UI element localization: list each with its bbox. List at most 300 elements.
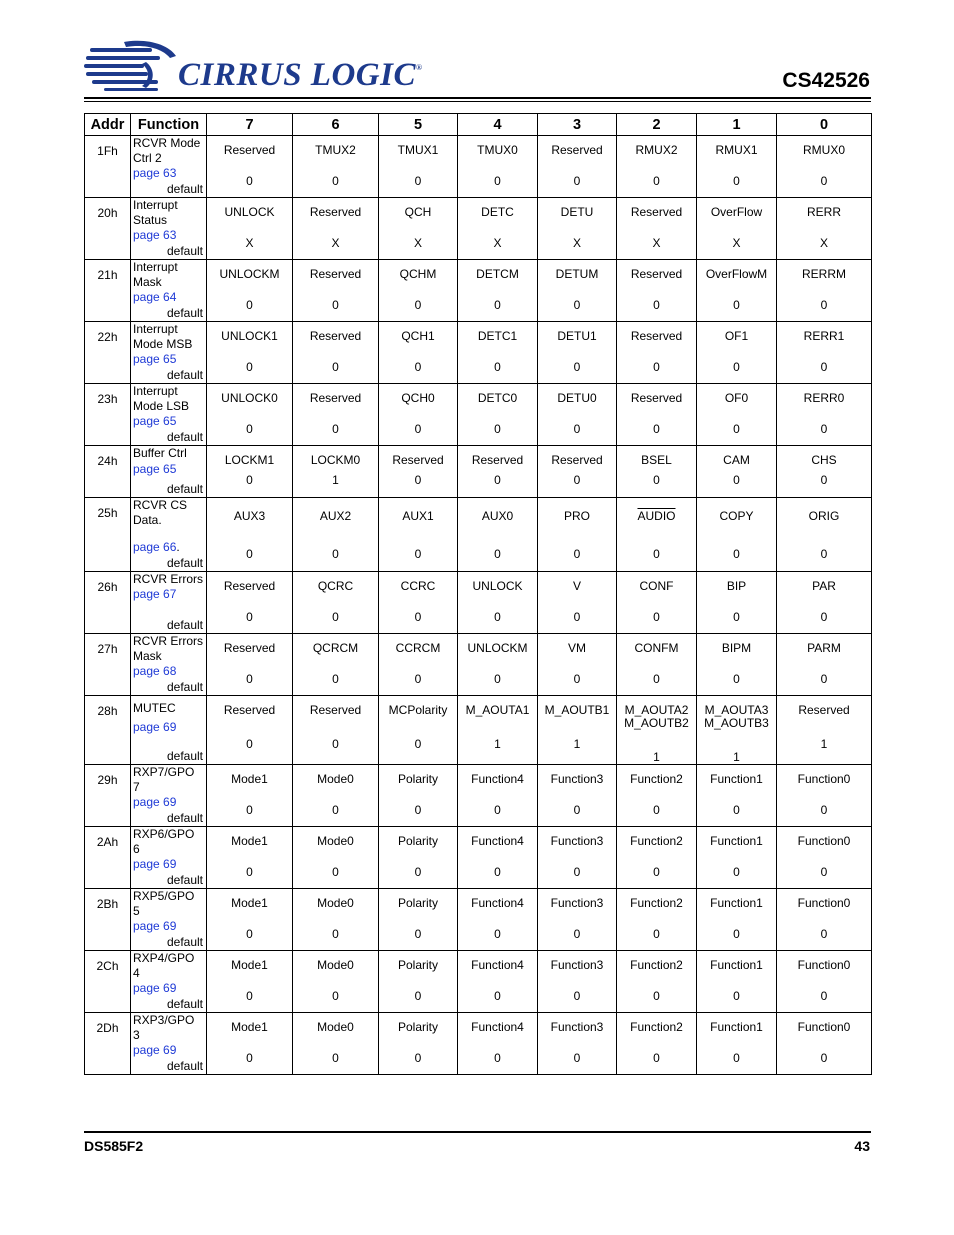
page-link[interactable] bbox=[131, 414, 206, 429]
bit-cell bbox=[617, 322, 697, 384]
bit-cell bbox=[458, 498, 538, 572]
page-link-text[interactable]: page 69 bbox=[133, 981, 177, 995]
register-address bbox=[85, 1013, 131, 1075]
bit-default-value: 0 bbox=[733, 1051, 740, 1065]
bit-name: Mode1 bbox=[231, 896, 268, 910]
bit-name: TMUX1 bbox=[397, 143, 439, 157]
bit-name: TMUX0 bbox=[477, 143, 518, 157]
bit-name: PARM bbox=[807, 641, 841, 655]
register-address bbox=[85, 827, 131, 889]
bit-name: Function1 bbox=[710, 772, 763, 786]
default-label: default bbox=[166, 482, 203, 496]
bit-cell bbox=[207, 136, 293, 198]
bit-cell bbox=[293, 198, 379, 260]
page-link[interactable] bbox=[131, 664, 206, 679]
page-link-text[interactable]: page 68 bbox=[133, 664, 177, 678]
bit-cell bbox=[458, 384, 538, 446]
bit-cell bbox=[697, 889, 777, 951]
bit-name: Function4 bbox=[471, 772, 524, 786]
bit-cell bbox=[379, 765, 458, 827]
bit-name: Function0 bbox=[797, 834, 851, 848]
bit-default-value: 1 bbox=[820, 737, 828, 751]
bit-cell bbox=[458, 765, 538, 827]
bit-name: UNLOCKM bbox=[467, 641, 528, 655]
register-row bbox=[85, 696, 872, 765]
bit-cell bbox=[617, 1013, 697, 1075]
bit-default-value: X bbox=[652, 236, 661, 250]
bit-cell bbox=[697, 765, 777, 827]
bit-cell bbox=[538, 322, 617, 384]
bit-cell bbox=[777, 1013, 872, 1075]
page-link-text[interactable]: page 65 bbox=[133, 462, 177, 476]
address-text: 25h bbox=[97, 506, 118, 520]
default-label: default bbox=[166, 306, 203, 320]
bit-default-value: 0 bbox=[653, 174, 660, 188]
page-link-text[interactable]: page 63 bbox=[133, 166, 177, 180]
page-link-text[interactable]: page 67 bbox=[133, 587, 177, 601]
bit-name: Mode1 bbox=[231, 1020, 268, 1034]
bit-default-value: 0 bbox=[494, 422, 501, 436]
register-function bbox=[131, 498, 207, 572]
bit-name: LOCKM1 bbox=[224, 453, 275, 467]
bit-cell bbox=[458, 198, 538, 260]
bit-cell bbox=[379, 634, 458, 696]
bit-name: DETU0 bbox=[557, 391, 597, 405]
register-function bbox=[131, 696, 207, 765]
page-link[interactable] bbox=[131, 720, 206, 735]
bit-default-value: 0 bbox=[332, 672, 339, 686]
bit-name: AUX3 bbox=[233, 509, 266, 523]
bit-cell bbox=[777, 889, 872, 951]
bit-default-value: 0 bbox=[494, 610, 501, 624]
page-link[interactable] bbox=[131, 857, 206, 872]
bit-name: Mode0 bbox=[317, 834, 354, 848]
bit-default-value: X bbox=[493, 236, 502, 250]
bit-default-value: 0 bbox=[733, 610, 740, 624]
bit-name: Polarity bbox=[397, 772, 438, 786]
bit-default-value: 0 bbox=[653, 547, 660, 561]
bit-name: Function3 bbox=[550, 1020, 604, 1034]
bit-cell bbox=[617, 260, 697, 322]
bit-cell bbox=[207, 572, 293, 634]
bit-default-value: 0 bbox=[653, 610, 660, 624]
header-rule bbox=[84, 97, 871, 99]
bit-default-value: 0 bbox=[820, 610, 828, 624]
address-text: 29h bbox=[97, 773, 118, 787]
page-link-text[interactable]: page 65 bbox=[133, 414, 177, 428]
bit-default-value: 0 bbox=[494, 865, 501, 879]
function-name: RCVR Mode Ctrl 2 bbox=[133, 136, 201, 165]
register-row bbox=[85, 889, 872, 951]
bit-name: AUDIO bbox=[637, 509, 676, 523]
function-name: Interrupt Mode MSB bbox=[133, 322, 193, 351]
bit-cell bbox=[379, 322, 458, 384]
bit-name: Function4 bbox=[471, 1020, 524, 1034]
bit-name: ORIG bbox=[808, 509, 840, 523]
bit-cell bbox=[538, 634, 617, 696]
bit-name: CHS bbox=[811, 453, 837, 467]
bit-default-value: 0 bbox=[820, 803, 828, 817]
bit-name: CONFM bbox=[634, 641, 679, 655]
bit-cell bbox=[538, 765, 617, 827]
bit-name: Function4 bbox=[471, 896, 524, 910]
address-text: 21h bbox=[97, 268, 118, 282]
bit-cell bbox=[617, 498, 697, 572]
page-link[interactable] bbox=[131, 795, 206, 810]
register-address bbox=[85, 384, 131, 446]
bit-default-value: 0 bbox=[733, 547, 740, 561]
bit-cell bbox=[697, 498, 777, 572]
bit-name: UNLOCK bbox=[224, 205, 275, 219]
default-label: default bbox=[166, 680, 203, 694]
bit-name: Function2 bbox=[630, 772, 683, 786]
bit-default-value: 0 bbox=[246, 360, 253, 374]
bit-cell bbox=[777, 572, 872, 634]
bit-cell bbox=[293, 634, 379, 696]
bit-name: Reserved bbox=[798, 703, 850, 717]
bit-cell bbox=[379, 136, 458, 198]
bit-default-value: 0 bbox=[573, 989, 581, 1003]
page-link-text[interactable]: page 69 bbox=[133, 919, 177, 933]
bit-default-value: 0 bbox=[246, 422, 253, 436]
bit-default-value: 0 bbox=[494, 473, 501, 487]
bit-cell bbox=[697, 322, 777, 384]
page-link-text[interactable]: page 65 bbox=[133, 352, 177, 366]
bit-cell bbox=[538, 696, 617, 765]
bit-cell bbox=[538, 384, 617, 446]
bit-name: OF1 bbox=[724, 329, 749, 343]
bit-default-value: 0 bbox=[494, 672, 501, 686]
bit-cell bbox=[458, 951, 538, 1013]
page-link[interactable] bbox=[131, 587, 206, 602]
bit-name: QCH1 bbox=[401, 329, 435, 343]
bit-default-value: 0 bbox=[246, 803, 253, 817]
function-name: Buffer Ctrl bbox=[133, 446, 187, 460]
bit-cell bbox=[379, 696, 458, 765]
bit-cell bbox=[458, 322, 538, 384]
bit-default-value: 0 bbox=[573, 610, 581, 624]
bit-default-value: 0 bbox=[332, 737, 339, 751]
bit-name: CCRCM bbox=[395, 641, 441, 655]
bit-default-value: 0 bbox=[820, 473, 828, 487]
bit-default-value: 0 bbox=[733, 473, 740, 487]
bit-name: QCRCM bbox=[312, 641, 359, 655]
default-label: default bbox=[166, 1059, 203, 1073]
bit-cell bbox=[379, 384, 458, 446]
bit-name: Function0 bbox=[797, 896, 851, 910]
part-number: CS42526 bbox=[782, 69, 870, 92]
page-link[interactable] bbox=[131, 919, 206, 934]
bit-cell bbox=[697, 446, 777, 498]
bit-cell bbox=[538, 498, 617, 572]
register-address bbox=[85, 765, 131, 827]
function-name: MUTEC bbox=[133, 701, 176, 715]
bit-name: COPY bbox=[719, 509, 754, 523]
bit-name: Reserved bbox=[471, 453, 524, 467]
bit-cell bbox=[617, 634, 697, 696]
page-link[interactable] bbox=[131, 228, 206, 243]
bit-name: Reserved bbox=[223, 703, 276, 717]
address-text: 22h bbox=[97, 330, 118, 344]
bit-cell bbox=[293, 260, 379, 322]
register-row bbox=[85, 572, 872, 634]
bit-default-value: 0 bbox=[332, 989, 339, 1003]
bit-cell bbox=[777, 446, 872, 498]
bit-default-value: 0 bbox=[653, 927, 660, 941]
bit-default-value: 0 bbox=[494, 927, 501, 941]
bit-name: Polarity bbox=[397, 834, 438, 848]
bit-default-value: 0 bbox=[494, 1051, 501, 1065]
bit-cell bbox=[538, 260, 617, 322]
bit-default-value: 0 bbox=[332, 174, 339, 188]
bit-name: CAM bbox=[723, 453, 750, 467]
bit-name: Reserved bbox=[223, 641, 276, 655]
bit-cell bbox=[293, 696, 379, 765]
bit-default-value: 0 bbox=[494, 360, 501, 374]
bit-cell bbox=[777, 498, 872, 572]
bit-default-value: 0 bbox=[414, 989, 422, 1003]
bit-default-value: 0 bbox=[573, 360, 581, 374]
bit-default-value: 0 bbox=[332, 422, 339, 436]
bit-cell bbox=[207, 889, 293, 951]
bit-default-value: 0 bbox=[653, 672, 660, 686]
default-label: default bbox=[166, 873, 203, 887]
page-link-text[interactable]: page 69 bbox=[133, 795, 177, 809]
function-name: RXP5/GPO 5 bbox=[133, 889, 195, 918]
bit-name: DETCM bbox=[476, 267, 519, 281]
footer-rule bbox=[84, 1131, 871, 1133]
function-name: RXP4/GPO 4 bbox=[133, 951, 195, 980]
bit-default-value: 0 bbox=[573, 672, 581, 686]
bit-name: UNLOCK1 bbox=[221, 329, 278, 343]
bit-default-value: 0 bbox=[494, 989, 501, 1003]
bit-cell bbox=[777, 827, 872, 889]
register-function bbox=[131, 446, 207, 498]
bit-name: Mode0 bbox=[317, 958, 354, 972]
header-rule-thin bbox=[84, 101, 871, 102]
bit-cell bbox=[458, 889, 538, 951]
bit-default-value: 0 bbox=[653, 865, 660, 879]
bit-default-value: X bbox=[245, 236, 254, 250]
bit-cell bbox=[617, 446, 697, 498]
bit-name: CONF bbox=[639, 579, 674, 593]
column-header: 7 bbox=[207, 114, 293, 136]
bit-name: DETC0 bbox=[477, 391, 518, 405]
register-address bbox=[85, 889, 131, 951]
bit-default-value: 0 bbox=[414, 547, 422, 561]
bit-cell bbox=[379, 498, 458, 572]
register-row bbox=[85, 322, 872, 384]
address-text: 2Bh bbox=[96, 897, 119, 911]
bit-name: DETU1 bbox=[557, 329, 597, 343]
bit-name: Mode0 bbox=[317, 896, 354, 910]
page-link[interactable] bbox=[131, 290, 206, 305]
bit-default-value: 0 bbox=[246, 174, 253, 188]
bit-default-value: 0 bbox=[332, 803, 339, 817]
bit-cell bbox=[777, 634, 872, 696]
bit-name: Function1 bbox=[710, 1020, 763, 1034]
bit-cell bbox=[293, 889, 379, 951]
bit-default-value: 0 bbox=[414, 174, 422, 188]
bit-name: Reserved bbox=[309, 267, 362, 281]
register-row bbox=[85, 136, 872, 198]
bit-default-value: 0 bbox=[733, 803, 740, 817]
bit-cell bbox=[293, 136, 379, 198]
bit-name: Function0 bbox=[797, 772, 851, 786]
bit-default-value: 0 bbox=[653, 1051, 660, 1065]
address-text: 24h bbox=[97, 454, 118, 468]
function-name: RCVR CS Data. bbox=[133, 498, 188, 527]
bit-cell bbox=[379, 1013, 458, 1075]
bit-default-value: X bbox=[819, 236, 828, 250]
bit-default-value: 0 bbox=[820, 927, 828, 941]
bit-default-value: 0 bbox=[414, 360, 422, 374]
bit-name: CCRC bbox=[400, 579, 436, 593]
bit-cell bbox=[293, 498, 379, 572]
address-text: 1Fh bbox=[97, 144, 118, 158]
bit-default-value: 0 bbox=[246, 989, 253, 1003]
bit-name: Function0 bbox=[797, 958, 851, 972]
default-label: default bbox=[166, 182, 203, 196]
bit-name: Reserved bbox=[223, 143, 276, 157]
bit-cell bbox=[777, 384, 872, 446]
bit-cell bbox=[697, 198, 777, 260]
page-link[interactable] bbox=[131, 166, 206, 181]
page-link[interactable] bbox=[131, 352, 206, 367]
register-row bbox=[85, 260, 872, 322]
bit-default-value: 0 bbox=[573, 927, 581, 941]
bit-cell bbox=[777, 136, 872, 198]
page-link-text[interactable]: page 69 bbox=[133, 720, 177, 734]
function-name: RXP7/GPO 7 bbox=[133, 765, 195, 794]
column-header: 5 bbox=[379, 114, 458, 136]
bit-cell bbox=[697, 634, 777, 696]
bit-cell bbox=[293, 827, 379, 889]
default-label: default bbox=[166, 997, 203, 1011]
bit-name: Function4 bbox=[471, 834, 524, 848]
bit-name: Function3 bbox=[550, 958, 604, 972]
bit-cell bbox=[207, 634, 293, 696]
address-text: 2Ch bbox=[96, 959, 119, 973]
address-text: 2Dh bbox=[96, 1021, 119, 1035]
default-label: default bbox=[166, 244, 203, 258]
bit-name: BIP bbox=[726, 579, 747, 593]
bit-default-value: 0 bbox=[820, 672, 828, 686]
bit-name: DETC bbox=[481, 205, 514, 219]
bit-default-value: 0 bbox=[573, 865, 581, 879]
bit-cell bbox=[458, 827, 538, 889]
bit-default-value: 0 bbox=[246, 1051, 253, 1065]
bit-default-value: 0 bbox=[246, 865, 253, 879]
bit-cell bbox=[293, 322, 379, 384]
bit-default-value: 1 bbox=[494, 737, 501, 751]
register-address bbox=[85, 446, 131, 498]
bit-name: Mode0 bbox=[317, 772, 354, 786]
bit-default-value: 0 bbox=[332, 1051, 339, 1065]
page-link-text[interactable]: page 64 bbox=[133, 290, 177, 304]
bit-default-value: X bbox=[413, 236, 422, 250]
bit-default-value: 0 bbox=[246, 610, 253, 624]
page-link[interactable] bbox=[131, 540, 206, 555]
bit-name: UNLOCK bbox=[472, 579, 523, 593]
bit-cell bbox=[777, 322, 872, 384]
register-address bbox=[85, 634, 131, 696]
bit-cell bbox=[458, 1013, 538, 1075]
address-text: 20h bbox=[97, 206, 118, 220]
page-link-text[interactable]: page 69 bbox=[133, 1043, 177, 1057]
bit-name: QCH bbox=[404, 205, 432, 219]
column-header: Addr bbox=[85, 114, 131, 136]
bit-default-value: 0 bbox=[820, 298, 828, 312]
register-address bbox=[85, 572, 131, 634]
bit-name: BIPM bbox=[721, 641, 752, 655]
page-link[interactable] bbox=[131, 462, 206, 477]
bit-name: Function3 bbox=[550, 834, 604, 848]
bit-default-value: 0 bbox=[414, 610, 422, 624]
register-row bbox=[85, 634, 872, 696]
bit-default-value: 0 bbox=[733, 865, 740, 879]
page-link[interactable] bbox=[131, 1043, 206, 1058]
bit-name: V bbox=[572, 579, 581, 593]
bit-default-value: 0 bbox=[573, 803, 581, 817]
bit-default-value: 0 bbox=[332, 547, 339, 561]
register-function bbox=[131, 322, 207, 384]
bit-cell bbox=[697, 384, 777, 446]
bit-name: M_AOUTA2 M_AOUTB2 bbox=[624, 703, 689, 730]
bit-cell bbox=[293, 384, 379, 446]
bit-name: TMUX2 bbox=[315, 143, 356, 157]
default-label: default bbox=[166, 749, 203, 763]
bit-cell bbox=[538, 951, 617, 1013]
register-function bbox=[131, 572, 207, 634]
page-link-text[interactable]: page 63 bbox=[133, 228, 177, 242]
register-row bbox=[85, 827, 872, 889]
page-number: 43 bbox=[854, 1138, 870, 1154]
bit-default-value: 0 bbox=[733, 672, 740, 686]
page-link-text[interactable]: page 69 bbox=[133, 857, 177, 871]
table-header-row bbox=[85, 114, 872, 136]
bit-cell bbox=[207, 322, 293, 384]
page-link-text[interactable]: page 66 bbox=[133, 540, 177, 554]
bit-default-value: X bbox=[331, 236, 340, 250]
bit-default-value: 0 bbox=[332, 927, 339, 941]
register-function bbox=[131, 889, 207, 951]
bit-name: PAR bbox=[812, 579, 836, 593]
bit-cell bbox=[617, 827, 697, 889]
bit-default-value: 0 bbox=[414, 865, 422, 879]
bit-cell bbox=[379, 198, 458, 260]
bit-name: VM bbox=[568, 641, 586, 655]
register-row bbox=[85, 951, 872, 1013]
bit-cell bbox=[379, 827, 458, 889]
bit-default-value: 0 bbox=[414, 1051, 422, 1065]
column-header: 4 bbox=[458, 114, 538, 136]
page-link[interactable] bbox=[131, 981, 206, 996]
page-link-suffix: . bbox=[176, 540, 180, 554]
bit-name: M_AOUTA1 bbox=[465, 703, 530, 717]
bit-default-value: 1 bbox=[332, 473, 339, 487]
bit-cell bbox=[458, 634, 538, 696]
bit-name: PRO bbox=[563, 509, 590, 523]
bit-name: RERRM bbox=[802, 267, 846, 281]
register-function bbox=[131, 260, 207, 322]
bit-name: Function4 bbox=[471, 958, 524, 972]
column-header: Function bbox=[131, 114, 207, 136]
default-label: default bbox=[166, 368, 203, 382]
bit-default-value: 0 bbox=[820, 547, 828, 561]
bit-cell bbox=[207, 446, 293, 498]
bit-name: RERR0 bbox=[803, 391, 845, 405]
